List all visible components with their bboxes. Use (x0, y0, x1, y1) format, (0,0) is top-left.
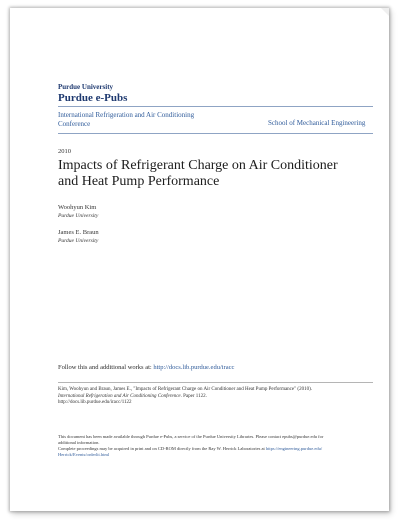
school-link[interactable]: School of Mechanical Engineering (268, 119, 366, 127)
herrick-link-part-1[interactable]: https://engineering.purdue.edu/ (265, 446, 323, 451)
author-name: Woohyun Kim (58, 204, 97, 211)
header-rule-bottom (58, 133, 373, 134)
document-page (10, 8, 389, 511)
header-rule-top (58, 106, 373, 107)
follow-text: Follow this and additional works at: (58, 364, 154, 371)
follow-line (58, 364, 234, 371)
citation-conference: International Refrigeration and Air Conditioning Conference (58, 393, 181, 399)
page-corner (381, 8, 389, 16)
herrick-link-part-2[interactable]: Herrick/Events/orderlit.html (58, 452, 110, 457)
repository-name[interactable]: Purdue e-Pubs (58, 92, 128, 104)
institution-name: Purdue University (58, 83, 114, 91)
series-line-1: International Refrigeration and Air Conditioning (58, 111, 195, 119)
publication-year: 2010 (58, 148, 71, 155)
citation-paper-number: . Paper 1122. (180, 393, 207, 399)
author-affiliation: Purdue University (58, 213, 99, 219)
notice-line-3-text: Complete proceedings may be acquired in print and on CD-ROM directly from the Ray W. Herrick Laboratories at (58, 446, 266, 451)
availability-notice (58, 434, 363, 458)
series-link[interactable] (58, 111, 218, 129)
author-affiliation: Purdue University (58, 238, 99, 244)
citation-line-1: Kim, Woohyun and Braun, James E., "Impacts of Refrigerant Charge on Air Conditioner and Heat Pump Performance" (2010). (58, 387, 312, 392)
paper-title (58, 158, 358, 190)
citation-block (58, 387, 363, 407)
author-name: James E. Braun (58, 229, 99, 236)
citation-rule (58, 382, 373, 383)
paper-title-line-2: and Heat Pump Performance (58, 174, 220, 189)
series-line-2: Conference (58, 120, 91, 128)
notice-line-2: additional information. (58, 440, 100, 445)
citation-url[interactable]: http://docs.lib.purdue.edu/iracc/1122 (58, 400, 132, 405)
notice-line-1: This document has been made available through Purdue e-Pubs, a service of the Purdue University Libraries. Please contact epubs@purdue.edu for (58, 434, 324, 439)
follow-link[interactable]: http://docs.lib.purdue.edu/iracc (153, 364, 235, 371)
paper-title-line-1: Impacts of Refrigerant Charge on Air Conditioner (58, 158, 338, 173)
